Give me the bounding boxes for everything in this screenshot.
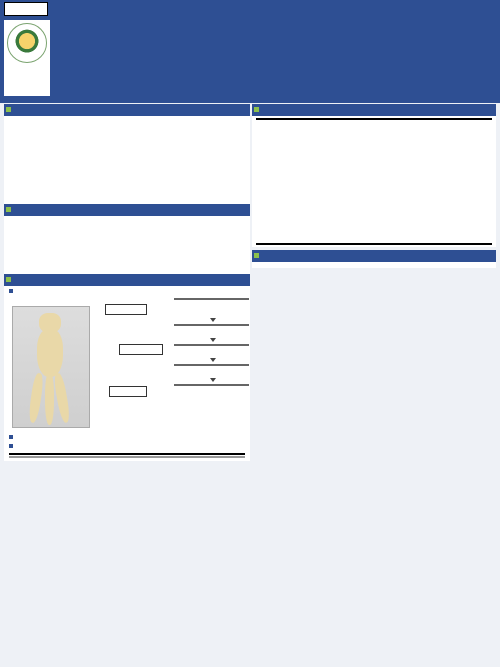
puffing-table (256, 118, 492, 120)
gradient-label (10, 457, 70, 458)
ginseng-logo-icon (7, 23, 47, 63)
flow-arrow (210, 338, 216, 342)
hplc-table (9, 453, 245, 455)
flow-arrow (210, 358, 216, 362)
col-group (315, 119, 374, 120)
chromatogram-plot (256, 121, 492, 241)
ginsenoside-table (256, 243, 492, 245)
results-body (252, 116, 496, 247)
conclusions-heading (252, 250, 496, 262)
hplc-heading (9, 444, 245, 451)
hplc-col-parameter (9, 453, 127, 454)
hplc-chromatogram (256, 121, 492, 241)
preparation-materials-heading (9, 289, 245, 296)
preparation-extracts-heading (9, 435, 245, 442)
flow-step-soaking (174, 344, 249, 346)
materials-figure (9, 298, 245, 433)
methods-body (4, 286, 250, 461)
flow-step-drying (174, 364, 249, 366)
gradient-table (9, 456, 245, 458)
ginseng-photo (12, 306, 90, 428)
ginsen-title (374, 244, 492, 245)
right-column (252, 104, 496, 268)
conclusions-body (252, 262, 496, 268)
introduction-heading (4, 204, 250, 216)
col-air-puffing (433, 119, 492, 120)
flow-step-collection (174, 298, 249, 300)
institute-logo (4, 20, 50, 96)
main-root-label (119, 344, 163, 355)
gradient-col (128, 457, 186, 458)
gradient-col (70, 457, 128, 458)
col-condition (374, 119, 433, 120)
hplc-col-condition (127, 453, 245, 454)
flow-step-puffing (174, 384, 249, 386)
ginsen-sample-col (256, 244, 374, 245)
poster-header (0, 0, 500, 103)
col-no (256, 119, 315, 120)
poster-id (4, 2, 48, 16)
gradient-col (186, 457, 244, 458)
background-heading (4, 104, 250, 116)
flow-arrow (210, 378, 216, 382)
methods-heading (4, 274, 250, 286)
rhizome-label (105, 304, 147, 315)
flow-arrow (210, 318, 216, 322)
rootlet-label (109, 386, 147, 397)
results-heading (252, 104, 496, 116)
flow-step-cut (174, 324, 249, 326)
introduction-text (4, 216, 250, 274)
background-text (4, 116, 250, 204)
left-column (4, 104, 250, 461)
